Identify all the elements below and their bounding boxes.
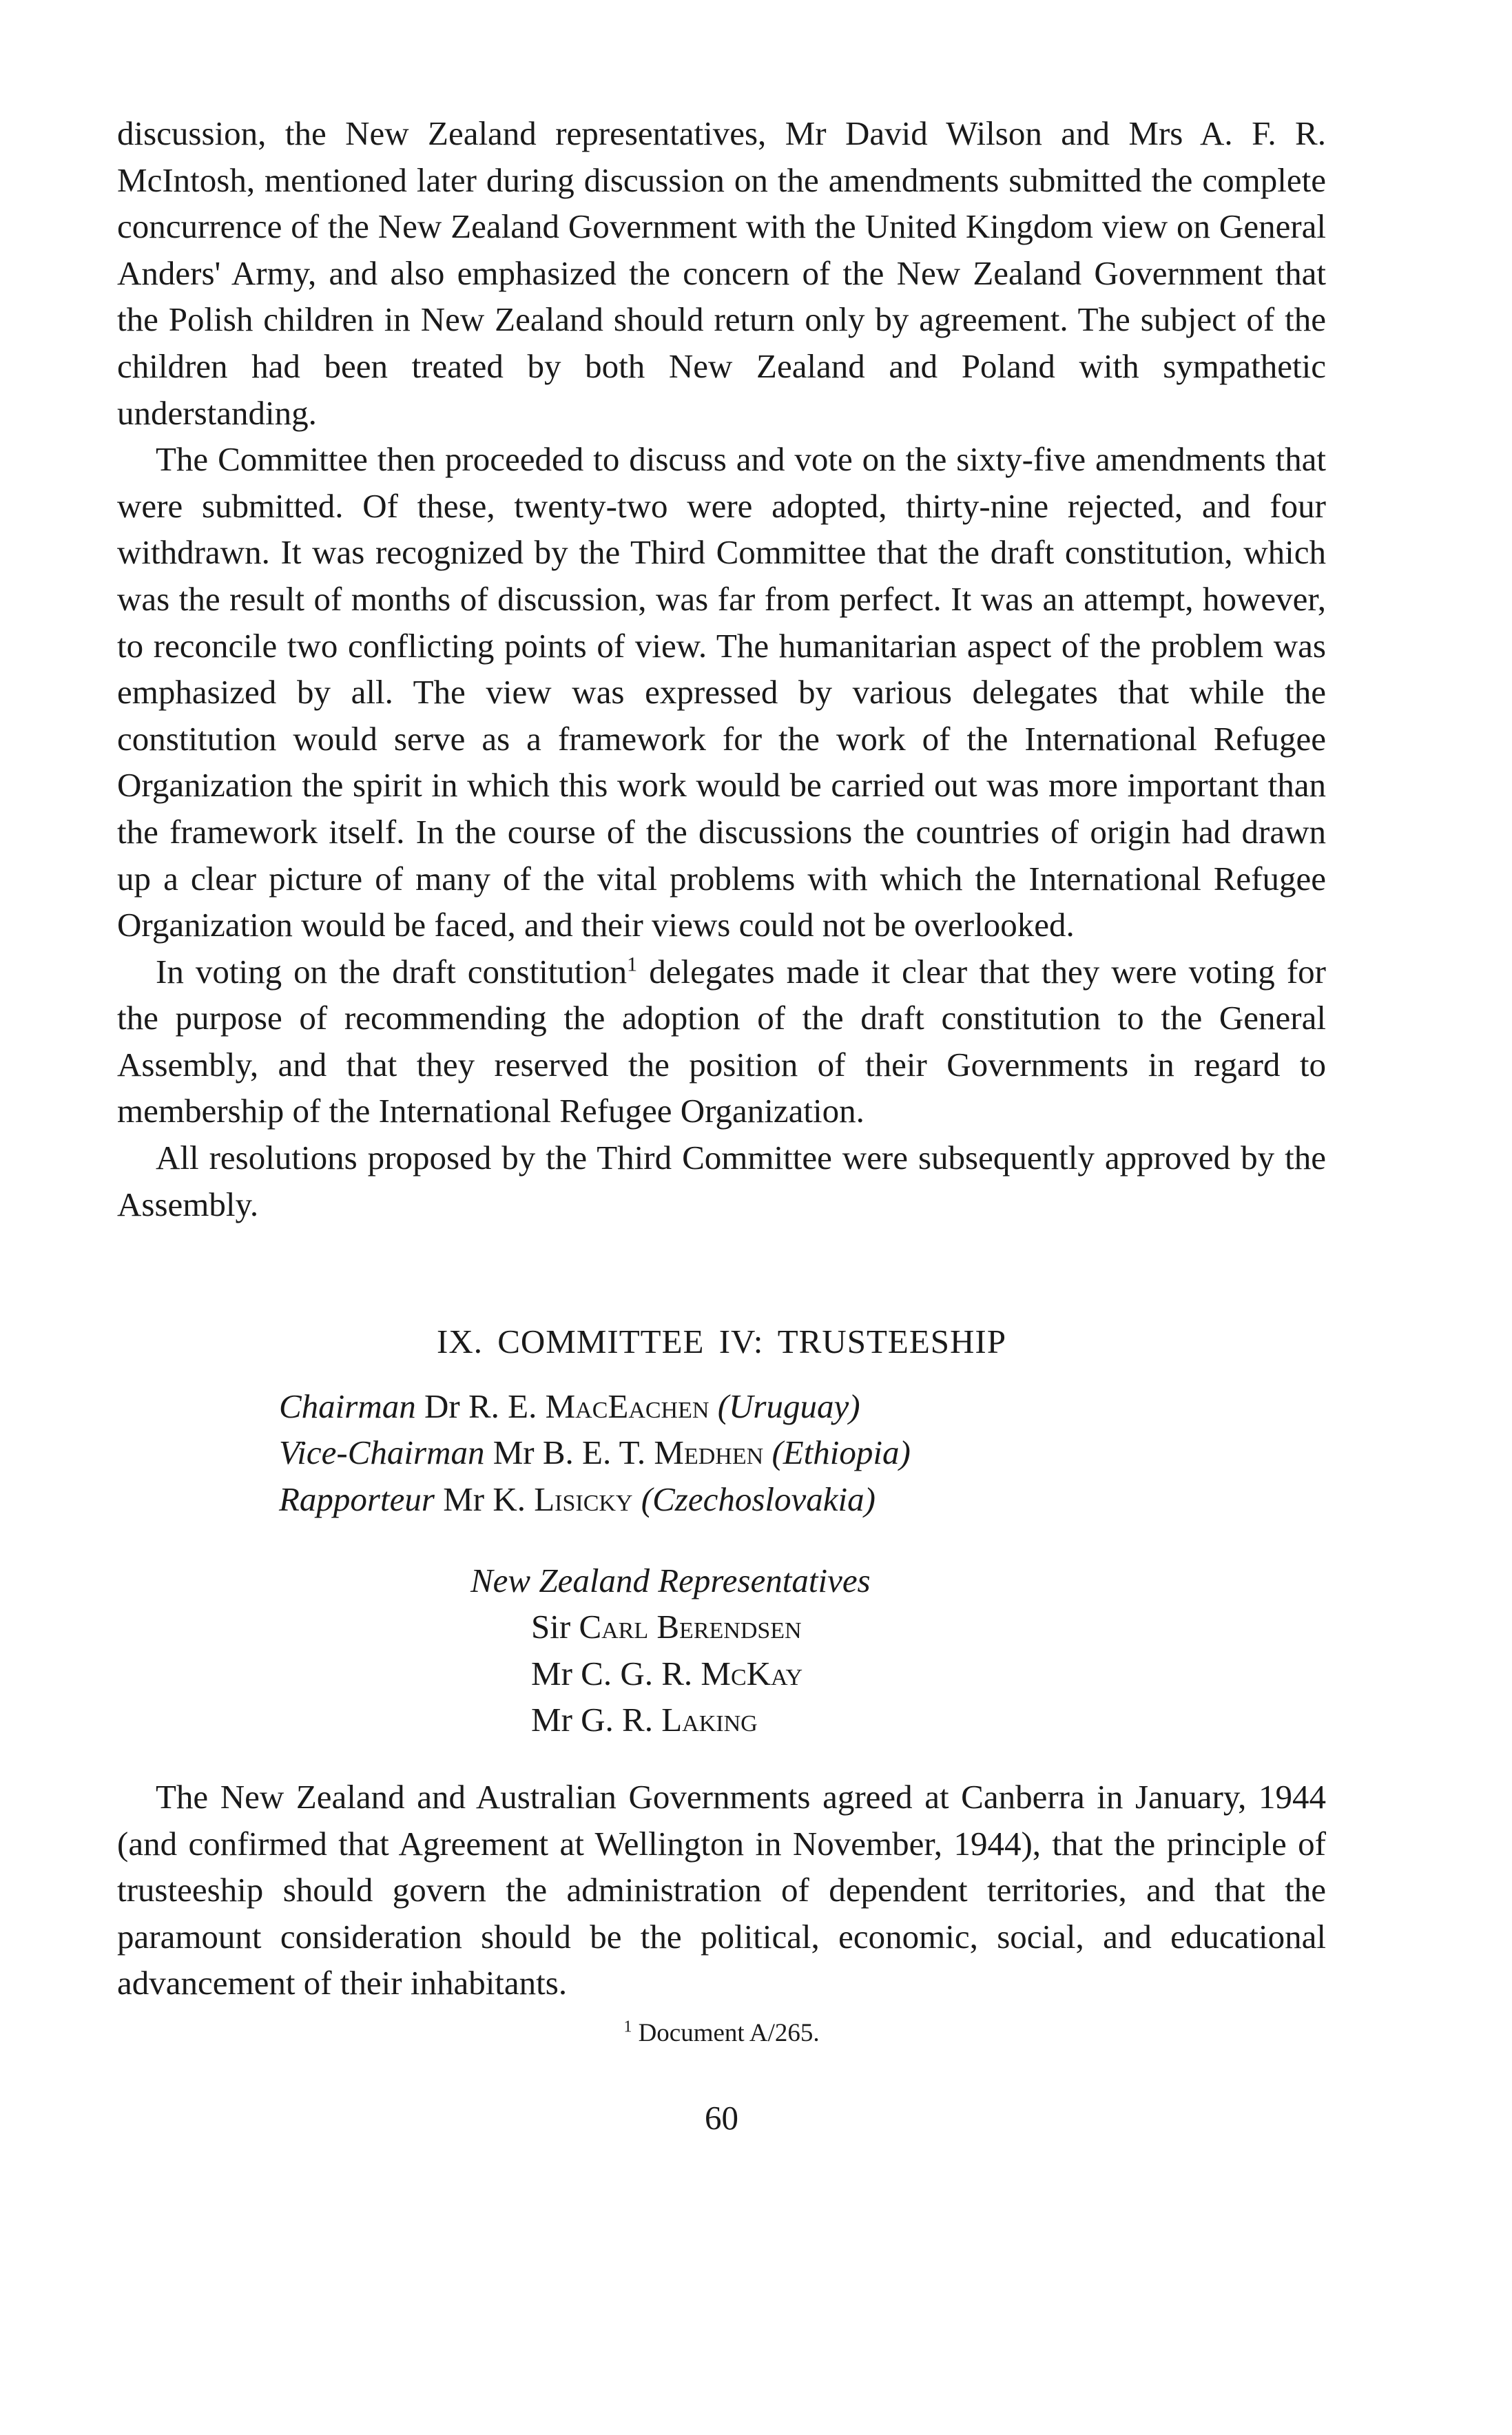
footnote-text: Document A/265.: [638, 2018, 820, 2047]
section-heading: IX. COMMITTEE IV: TRUSTEESHIP: [437, 1323, 1006, 1361]
paragraph-amendments: The Committee then proceeded to discuss and vote on the sixty-five amendments that were submitted. Of these, twenty-two were adopted, thirty-nine rejected, and four withdrawn. It was recognized by the Third Committee that the draft constitution, which was the result of months of discussion, was far from perfect. It was an attempt, however, to reconcile two conflicting points of view. The humanitarian aspect of the problem was emphasized by all. The view was expressed by various delegates that while the constitution would serve as a framework for the work of the International Refugee Organization the spirit in which this work would be carried out was more important than the framework itself. In the course of the discussions the countries of origin had drawn up a clear picture of many of the vital problems with which the International Refugee Organization would be faced, and their views could not be overlooked.: [117, 440, 1326, 944]
officer-rapporteur: [279, 1476, 1326, 1523]
footnote: [117, 2018, 1326, 2049]
representative-title: Sir: [531, 1608, 571, 1646]
officer-role: Vice-Chairman: [279, 1433, 485, 1472]
paragraph-resolutions: All resolutions proposed by the Third Committee were subsequently approved by the Assembly.: [117, 1139, 1326, 1223]
representative-title: Mr: [531, 1654, 572, 1692]
nz-representatives-title: New Zealand Representatives: [470, 1561, 871, 1599]
paragraph-voting: [117, 949, 1326, 1134]
officer-chairman: [279, 1383, 1326, 1430]
nz-representatives: [470, 1557, 1326, 1743]
page-number: 60: [705, 2098, 738, 2137]
officer-name: MacEachen: [545, 1387, 710, 1425]
officer-title: Mr B. E. T.: [493, 1433, 646, 1472]
representative-name: Carl Berendsen: [579, 1608, 802, 1646]
nz-representative: [531, 1650, 1326, 1697]
officer-role: Chairman: [279, 1387, 416, 1425]
footnote-reference: 1: [627, 953, 638, 976]
officer-country: (Uruguay): [717, 1387, 860, 1425]
representative-name: G. R. Laking: [581, 1701, 758, 1739]
paragraph-voting-after: delegates made it clear that they were voting for the purpose of recommending the adoption of the draft constitution to the General Assembly, and that they reserved the position of their Governments in regard to membership of the International Refugee Organization.: [117, 952, 1326, 1130]
paragraph-continuation: discussion, the New Zealand representatives, Mr David Wilson and Mrs A. F. R. McIntosh, mentioned later during discussion on the amendments submitted the complete concurrence of the New Zealand Government with the United Kingdom view on General Anders' Army, and also emphasized the concern of the New Zealand Government that the Polish children in New Zealand should return only by agreement. The subject of the children had been treated by both New Zealand and Poland with sympathetic understanding.: [117, 114, 1326, 432]
committee-officers: [279, 1383, 1326, 1523]
paragraph-trusteeship: The New Zealand and Australian Governments agreed at Canberra in January, 1944 (and confirmed that Agreement at Wellington in November, 1944), that the principle of trusteeship should govern the administration of dependent territories, and that the paramount consideration should be the political, economic, social, and educational advancement of their inhabitants.: [117, 1778, 1326, 2002]
officer-name: Lisicky: [534, 1480, 633, 1519]
officer-title: Mr K.: [443, 1480, 526, 1519]
officer-name: Medhen: [654, 1433, 764, 1472]
representative-title: Mr: [531, 1701, 572, 1739]
nz-representative: [531, 1604, 1326, 1650]
representative-name: C. G. R. McKay: [581, 1654, 803, 1692]
footnote-mark: 1: [623, 2018, 632, 2036]
document-page: [117, 110, 1326, 2139]
paragraph-voting-before: In voting on the draft constitution: [156, 952, 628, 991]
officer-role: Rapporteur: [279, 1480, 435, 1519]
officer-vice-chairman: [279, 1429, 1326, 1476]
officer-country: (Ethiopia): [771, 1433, 911, 1472]
officer-title: Dr R. E.: [424, 1387, 537, 1425]
nz-representative: [531, 1697, 1326, 1743]
officer-country: (Czechoslovakia): [641, 1480, 876, 1519]
